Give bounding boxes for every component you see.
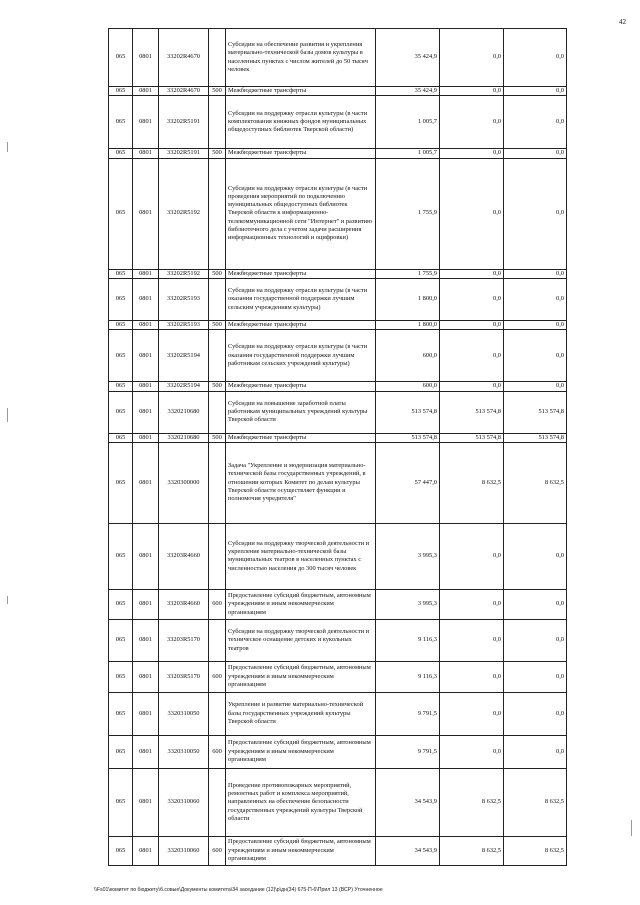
cell-admin-code: 065 xyxy=(109,29,133,87)
scan-mark xyxy=(7,596,8,604)
cell-amount-year2: 0,0 xyxy=(440,735,504,768)
cell-name: Задача "Укрепление и модернизация материально-технической базы государственных учреждений, в отношении которых Комитет по делам культуры Тверской области осуществляет функции и полномочия учредителя" xyxy=(226,442,376,523)
cell-amount-year1: 1 800,0 xyxy=(376,278,440,320)
cell-amount-year3: 0,0 xyxy=(504,735,567,768)
cell-amount-year2: 0,0 xyxy=(440,523,504,589)
cell-section-code: 0801 xyxy=(133,589,159,619)
cell-expense-kind: 600 xyxy=(209,836,226,865)
table-row xyxy=(109,382,567,391)
cell-expense-kind xyxy=(209,96,226,149)
cell-expense-kind: 500 xyxy=(209,87,226,96)
cell-name: Предоставление субсидий бюджетным, автономным учреждениям и иным некоммерческим организациям xyxy=(226,735,376,768)
cell-target-code: 33202R5192 xyxy=(159,269,209,278)
cell-amount-year3: 0,0 xyxy=(504,661,567,692)
cell-amount-year1: 9 791,5 xyxy=(376,735,440,768)
table-row xyxy=(109,149,567,158)
cell-amount-year3: 513 574,8 xyxy=(504,433,567,442)
cell-name: Субсидии на поддержку творческой деятельности и техническое оснащение детских и кукольных театров xyxy=(226,619,376,661)
table-row xyxy=(109,735,567,768)
cell-admin-code: 065 xyxy=(109,433,133,442)
cell-amount-year3: 0,0 xyxy=(504,96,567,149)
cell-amount-year2: 0,0 xyxy=(440,320,504,329)
cell-section-code: 0801 xyxy=(133,692,159,735)
cell-admin-code: 065 xyxy=(109,96,133,149)
cell-section-code: 0801 xyxy=(133,29,159,87)
table-row xyxy=(109,87,567,96)
cell-expense-kind xyxy=(209,391,226,433)
cell-amount-year2: 0,0 xyxy=(440,29,504,87)
cell-section-code: 0801 xyxy=(133,320,159,329)
cell-amount-year3: 0,0 xyxy=(504,87,567,96)
table-row xyxy=(109,661,567,692)
cell-amount-year2: 0,0 xyxy=(440,149,504,158)
cell-amount-year3: 0,0 xyxy=(504,619,567,661)
cell-admin-code: 065 xyxy=(109,158,133,269)
table-row xyxy=(109,589,567,619)
cell-section-code: 0801 xyxy=(133,768,159,836)
cell-amount-year3: 0,0 xyxy=(504,320,567,329)
cell-amount-year1: 1 800,0 xyxy=(376,320,440,329)
cell-amount-year1: 3 995,3 xyxy=(376,589,440,619)
cell-target-code: 3320310050 xyxy=(159,735,209,768)
table-row xyxy=(109,269,567,278)
cell-amount-year1: 1 755,9 xyxy=(376,158,440,269)
table-row xyxy=(109,692,567,735)
cell-amount-year2: 8 632,5 xyxy=(440,836,504,865)
cell-expense-kind: 500 xyxy=(209,320,226,329)
cell-amount-year1: 3 995,3 xyxy=(376,523,440,589)
cell-admin-code: 065 xyxy=(109,661,133,692)
cell-name: Субсидии на поддержку отрасли культуры (в части комплектования книжных фондов муниципальных общедоступных библиотек Тверской области) xyxy=(226,96,376,149)
cell-target-code: 33202R5193 xyxy=(159,278,209,320)
cell-section-code: 0801 xyxy=(133,836,159,865)
page-number: 42 xyxy=(619,18,626,26)
cell-amount-year3: 8 632,5 xyxy=(504,836,567,865)
cell-target-code: 3320210680 xyxy=(159,433,209,442)
table-row xyxy=(109,523,567,589)
cell-name: Субсидии на повышение заработной платы работникам муниципальных учреждений культуры Тверской области xyxy=(226,391,376,433)
cell-amount-year1: 34 543,9 xyxy=(376,768,440,836)
table-row xyxy=(109,442,567,523)
cell-target-code: 33203R5170 xyxy=(159,619,209,661)
table-row xyxy=(109,278,567,320)
cell-amount-year3: 0,0 xyxy=(504,149,567,158)
cell-target-code: 3320310060 xyxy=(159,768,209,836)
cell-target-code: 3320300000 xyxy=(159,442,209,523)
cell-amount-year2: 513 574,8 xyxy=(440,391,504,433)
cell-amount-year1: 34 543,9 xyxy=(376,836,440,865)
table-body xyxy=(109,29,567,866)
cell-expense-kind xyxy=(209,278,226,320)
cell-section-code: 0801 xyxy=(133,269,159,278)
cell-amount-year3: 8 632,5 xyxy=(504,442,567,523)
cell-expense-kind: 600 xyxy=(209,661,226,692)
cell-amount-year1: 1 755,9 xyxy=(376,269,440,278)
cell-expense-kind: 500 xyxy=(209,269,226,278)
cell-name: Межбюджетные трансферты xyxy=(226,87,376,96)
cell-amount-year2: 0,0 xyxy=(440,278,504,320)
cell-expense-kind: 600 xyxy=(209,589,226,619)
cell-section-code: 0801 xyxy=(133,661,159,692)
scan-mark xyxy=(7,408,8,422)
cell-target-code: 33202R5193 xyxy=(159,320,209,329)
cell-target-code: 3320310060 xyxy=(159,836,209,865)
cell-expense-kind xyxy=(209,29,226,87)
cell-section-code: 0801 xyxy=(133,735,159,768)
cell-amount-year1: 57 447,0 xyxy=(376,442,440,523)
cell-name: Проведение противопожарных мероприятий, ремонтных работ и комплекса мероприятий, направленных на обеспечение безопасности государственных учреждений культуры Тверской области xyxy=(226,768,376,836)
budget-table xyxy=(108,28,567,866)
cell-target-code: 33202R5192 xyxy=(159,158,209,269)
cell-name: Субсидии на поддержку отрасли культуры (в части оказания государственной поддержки лучшим сельским учреждениям культуры) xyxy=(226,278,376,320)
cell-admin-code: 065 xyxy=(109,269,133,278)
cell-target-code: 33202R5191 xyxy=(159,149,209,158)
cell-admin-code: 065 xyxy=(109,692,133,735)
cell-amount-year3: 513 574,8 xyxy=(504,391,567,433)
cell-admin-code: 065 xyxy=(109,442,133,523)
cell-target-code: 33202R5194 xyxy=(159,382,209,391)
table-row xyxy=(109,96,567,149)
cell-name: Предоставление субсидий бюджетным, автономным учреждениям и иным некоммерческим организациям xyxy=(226,836,376,865)
cell-admin-code: 065 xyxy=(109,619,133,661)
cell-amount-year1: 1 005,7 xyxy=(376,96,440,149)
cell-expense-kind xyxy=(209,442,226,523)
cell-target-code: 33202R5191 xyxy=(159,96,209,149)
cell-section-code: 0801 xyxy=(133,523,159,589)
cell-expense-kind: 500 xyxy=(209,149,226,158)
cell-amount-year3: 0,0 xyxy=(504,523,567,589)
cell-target-code: 3320210680 xyxy=(159,391,209,433)
cell-section-code: 0801 xyxy=(133,278,159,320)
cell-admin-code: 065 xyxy=(109,330,133,382)
cell-expense-kind: 500 xyxy=(209,433,226,442)
cell-amount-year3: 0,0 xyxy=(504,29,567,87)
cell-name: Субсидии на поддержку отрасли культуры (в части оказания государственной поддержки лучшим работникам сельских учреждений культуры) xyxy=(226,330,376,382)
cell-name: Межбюджетные трансферты xyxy=(226,433,376,442)
cell-target-code: 33203R4660 xyxy=(159,523,209,589)
table-row xyxy=(109,391,567,433)
cell-target-code: 33202R5194 xyxy=(159,330,209,382)
cell-amount-year1: 513 574,8 xyxy=(376,391,440,433)
cell-amount-year3: 0,0 xyxy=(504,158,567,269)
cell-amount-year2: 0,0 xyxy=(440,589,504,619)
cell-amount-year1: 600,0 xyxy=(376,330,440,382)
cell-expense-kind xyxy=(209,523,226,589)
cell-amount-year2: 8 632,5 xyxy=(440,442,504,523)
cell-section-code: 0801 xyxy=(133,442,159,523)
cell-section-code: 0801 xyxy=(133,96,159,149)
cell-expense-kind xyxy=(209,619,226,661)
cell-name: Межбюджетные трансферты xyxy=(226,149,376,158)
cell-section-code: 0801 xyxy=(133,87,159,96)
cell-name: Субсидии на поддержку отрасли культуры (в части проведения мероприятий по подключению муниципальных общедоступных библиотек Тверской области к информационно-телекоммуникационной сети "Интернет" и развитию библиотечного дела с учетом задачи расширения информационных технологий и оцифровки) xyxy=(226,158,376,269)
cell-admin-code: 065 xyxy=(109,382,133,391)
cell-admin-code: 065 xyxy=(109,735,133,768)
scan-mark xyxy=(7,142,8,152)
cell-section-code: 0801 xyxy=(133,149,159,158)
cell-expense-kind: 500 xyxy=(209,382,226,391)
cell-target-code: 33202R4670 xyxy=(159,29,209,87)
table-row xyxy=(109,836,567,865)
cell-admin-code: 065 xyxy=(109,523,133,589)
table-row xyxy=(109,768,567,836)
cell-target-code: 3320310050 xyxy=(159,692,209,735)
cell-amount-year3: 8 632,5 xyxy=(504,768,567,836)
cell-expense-kind xyxy=(209,330,226,382)
cell-section-code: 0801 xyxy=(133,391,159,433)
cell-name: Межбюджетные трансферты xyxy=(226,320,376,329)
cell-section-code: 0801 xyxy=(133,433,159,442)
table-row xyxy=(109,320,567,329)
cell-amount-year2: 0,0 xyxy=(440,330,504,382)
cell-amount-year2: 0,0 xyxy=(440,269,504,278)
cell-section-code: 0801 xyxy=(133,330,159,382)
cell-admin-code: 065 xyxy=(109,87,133,96)
cell-amount-year3: 0,0 xyxy=(504,692,567,735)
cell-name: Субсидии на обеспечение развития и укрепления материально-технической базы домов культуры в населенных пунктах с числом жителей до 50 тысяч человек xyxy=(226,29,376,87)
cell-admin-code: 065 xyxy=(109,320,133,329)
cell-amount-year1: 35 424,9 xyxy=(376,87,440,96)
cell-amount-year2: 0,0 xyxy=(440,619,504,661)
cell-name: Межбюджетные трансферты xyxy=(226,382,376,391)
cell-expense-kind xyxy=(209,158,226,269)
cell-amount-year2: 0,0 xyxy=(440,158,504,269)
cell-admin-code: 065 xyxy=(109,391,133,433)
cell-target-code: 33203R5170 xyxy=(159,661,209,692)
cell-amount-year2: 0,0 xyxy=(440,96,504,149)
cell-admin-code: 065 xyxy=(109,768,133,836)
cell-amount-year2: 0,0 xyxy=(440,87,504,96)
cell-target-code: 33203R4660 xyxy=(159,589,209,619)
cell-amount-year1: 513 574,8 xyxy=(376,433,440,442)
table-row xyxy=(109,330,567,382)
cell-name: Межбюджетные трансферты xyxy=(226,269,376,278)
table-row xyxy=(109,619,567,661)
cell-amount-year3: 0,0 xyxy=(504,330,567,382)
table-row xyxy=(109,433,567,442)
cell-name: Предоставление субсидий бюджетным, автономным учреждениям и иным некоммерческим организациям xyxy=(226,589,376,619)
cell-amount-year1: 9 116,3 xyxy=(376,619,440,661)
cell-amount-year1: 9 791,5 xyxy=(376,692,440,735)
cell-admin-code: 065 xyxy=(109,278,133,320)
table-row xyxy=(109,29,567,87)
cell-amount-year2: 8 632,5 xyxy=(440,768,504,836)
cell-target-code: 33202R4670 xyxy=(159,87,209,96)
cell-amount-year3: 0,0 xyxy=(504,589,567,619)
cell-expense-kind: 600 xyxy=(209,735,226,768)
cell-name: Предоставление субсидий бюджетным, автономным учреждениям и иным некоммерческим организациям xyxy=(226,661,376,692)
cell-amount-year2: 0,0 xyxy=(440,382,504,391)
cell-expense-kind xyxy=(209,692,226,735)
cell-amount-year2: 0,0 xyxy=(440,661,504,692)
cell-name: Субсидии на поддержку творческой деятельности и укрепление материально-технической базы муниципальных театров в населенных пунктах с численностью населения до 300 тысяч человек xyxy=(226,523,376,589)
scan-mark xyxy=(631,820,632,836)
cell-amount-year1: 1 005,7 xyxy=(376,149,440,158)
cell-admin-code: 065 xyxy=(109,149,133,158)
cell-section-code: 0801 xyxy=(133,619,159,661)
cell-section-code: 0801 xyxy=(133,382,159,391)
cell-amount-year3: 0,0 xyxy=(504,269,567,278)
cell-amount-year3: 0,0 xyxy=(504,278,567,320)
cell-amount-year2: 513 574,8 xyxy=(440,433,504,442)
cell-amount-year1: 600,0 xyxy=(376,382,440,391)
cell-name: Укрепление и развитие материально-технической базы государственных учреждений культуры Тверской области xyxy=(226,692,376,735)
table-row xyxy=(109,158,567,269)
cell-amount-year3: 0,0 xyxy=(504,382,567,391)
cell-amount-year1: 9 116,3 xyxy=(376,661,440,692)
cell-expense-kind xyxy=(209,768,226,836)
cell-amount-year2: 0,0 xyxy=(440,692,504,735)
cell-section-code: 0801 xyxy=(133,158,159,269)
cell-amount-year1: 35 424,9 xyxy=(376,29,440,87)
footer-file-path: \\Fs01\комитет по бюджету\б.совые\Документы комитета\34 заседание (12)\р\дн(34) 675-П-6\Прил 13 (ВСР) Уточненное xyxy=(94,887,383,893)
cell-admin-code: 065 xyxy=(109,836,133,865)
cell-admin-code: 065 xyxy=(109,589,133,619)
